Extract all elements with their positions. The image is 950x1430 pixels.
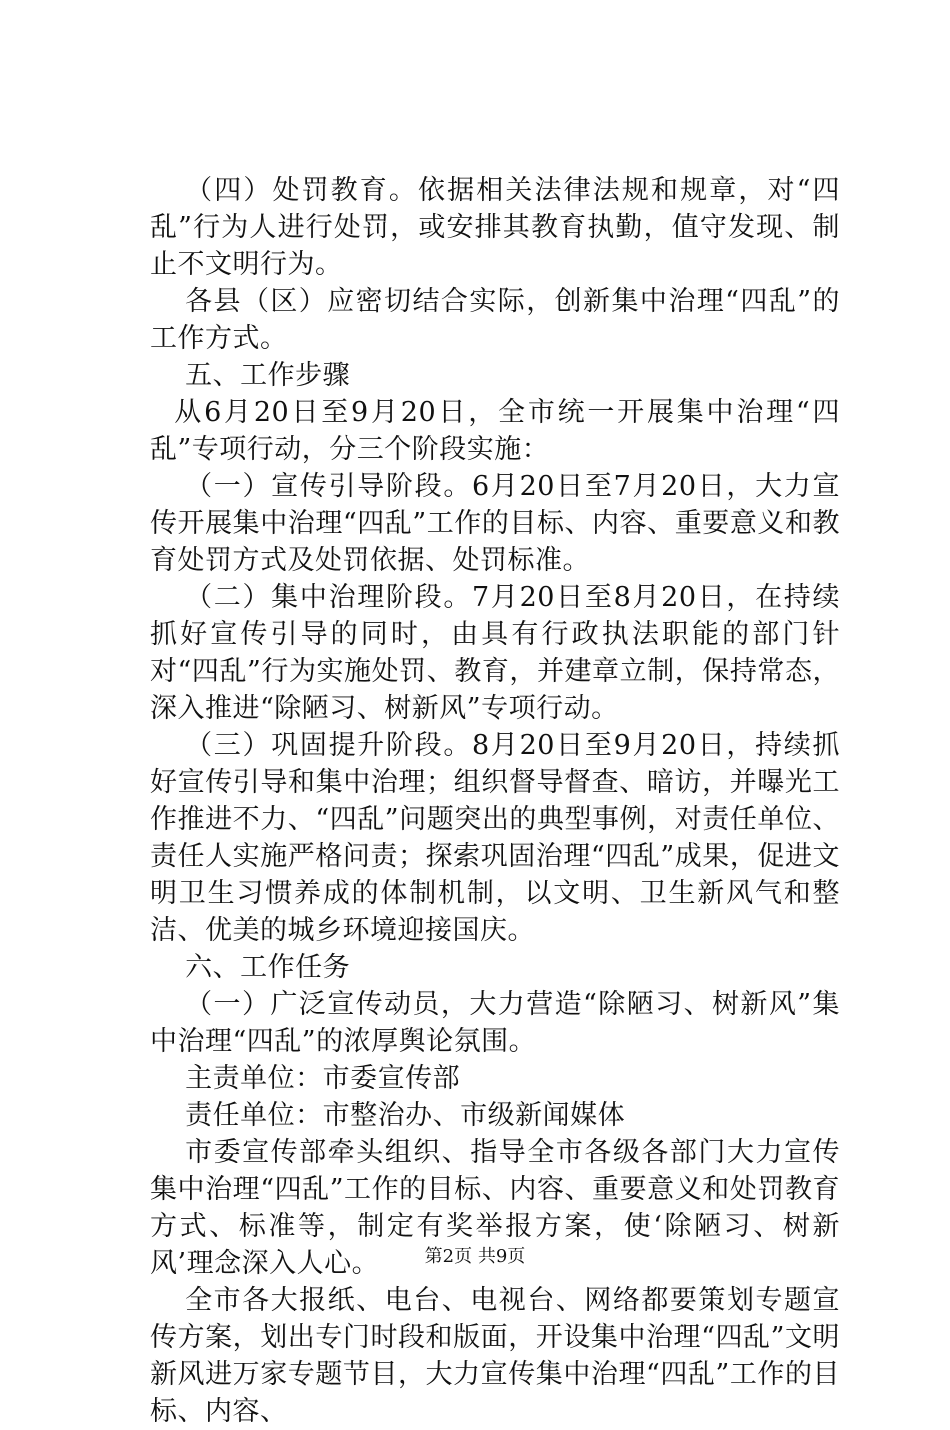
page-number-footer: 第2页 共9页 [424,1246,526,1267]
section-heading-work-steps: 五、工作步骤 [185,360,351,391]
paragraph-task-one: （一）广泛宣传动员，大力营造“除陋习、树新风”集中治理“四乱”的浓厚舆论氛围。 [150,989,840,1057]
paragraph-punishment-education: （四）处罚教育。依据相关法律法规和规章，对“四乱”行为人进行处罚，或安排其教育执勤，值守发现、制止不文明行为。 [150,175,840,280]
paragraph-lead-unit: 主责单位：市委宣传部 [185,1063,461,1094]
section-heading-work-tasks: 六、工作任务 [185,952,351,983]
paragraph-stage-three: （三）巩固提升阶段。8月20日至9月20日，持续抓好宣传引导和集中治理；组织督导督查、暗访，并曝光工作推进不力、“四乱”问题突出的典型事例，对责任单位、责任人实施严格问责；探索巩固治理“四乱”成果，促进文明卫生习惯养成的体制机制，以文明、卫生新风气和整洁、优美的城乡环境迎接国庆。 [150,730,840,946]
paragraph-stage-one: （一）宣传引导阶段。6月20日至7月20日，大力宣传开展集中治理“四乱”工作的目标、内容、重要意义和教育处罚方式及处罚依据、处罚标准。 [150,471,840,576]
paragraph-responsible-units: 责任单位：市整治办、市级新闻媒体 [185,1100,626,1131]
paragraph-stage-two: （二）集中治理阶段。7月20日至8月20日，在持续抓好宣传引导的同时，由具有行政执法职能的部门针对“四乱”行为实施处罚、教育，并建章立制，保持常态，深入推进“除陋习、树新风”专项行动。 [150,582,840,724]
paragraph-timeline: 从6月20日至9月20日，全市统一开展集中治理“四乱”专项行动，分三个阶段实施： [150,397,840,465]
paragraph-propaganda-department: 市委宣传部牵头组织、指导全市各级各部门大力宣传集中治理“四乱”工作的目标、内容、重要意义和处罚教育方式、标准等，制定有奖举报方案，使‘除陋习、树新风’理念深入人心。 [150,1137,840,1279]
paragraph-county-innovation: 各县（区）应密切结合实际，创新集中治理“四乱”的工作方式。 [150,286,840,354]
paragraph-media-coverage: 全市各大报纸、电台、电视台、网络都要策划专题宣传方案，划出专门时段和版面，开设集中治理“四乱”文明新风进万家专题节目，大力宣传集中治理“四乱”工作的目标、内容、 [150,1285,840,1427]
